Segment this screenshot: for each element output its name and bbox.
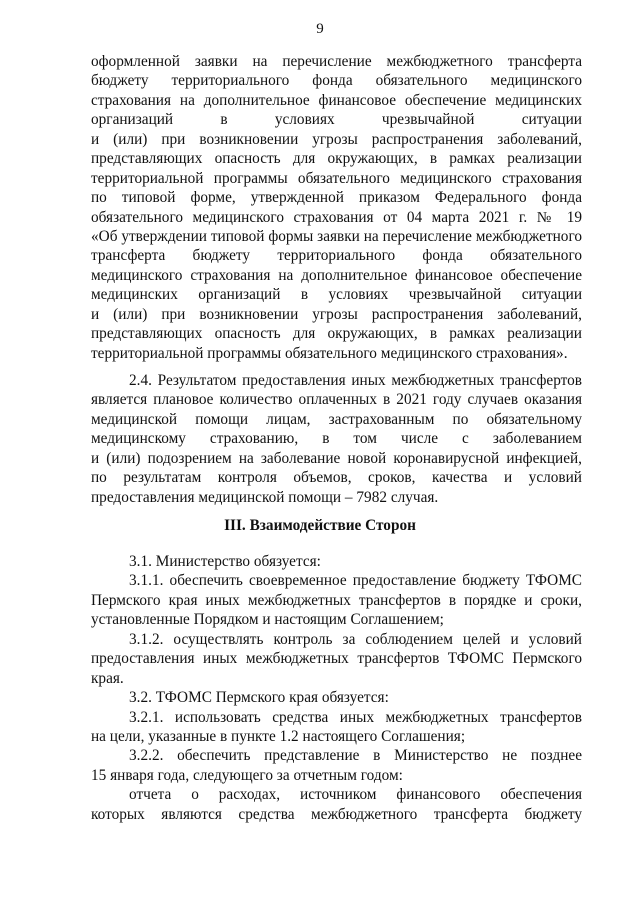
text-line: медицинских организаций в условиях чрезвычайной ситуации — [91, 286, 582, 304]
text-line: которых являются средства межбюджетного трансферта бюджету — [91, 805, 582, 823]
text-line: 3.1. Министерство обязуется: — [129, 553, 321, 570]
paragraph-continuation — [91, 52, 582, 363]
text-line: 3.1.1. обеспечить своевременное предоставление бюджету ТФОМС — [129, 572, 582, 590]
page-number: 9 — [316, 21, 324, 37]
text-line: края. — [91, 669, 124, 687]
text-line: и (или) при возникновении угрозы распространения заболеваний, — [91, 305, 582, 323]
text-line: по типовой форме, утвержденной приказом Федерального фонда — [91, 189, 582, 207]
text-line: и (или) подозрением на заболевание новой коронавирусной инфекцией, — [91, 449, 582, 467]
text-line: оформленной заявки на перечисление межбюджетного трансферта — [91, 53, 582, 70]
text-line: предоставления медицинской помощи – 7982 случая. — [91, 488, 439, 506]
text-line: представляющих опасность для окружающих, в рамках реализации — [91, 150, 582, 168]
paragraph-2-4 — [91, 371, 582, 507]
text-line: «Об утверждении типовой формы заявки на перечисление межбюджетного — [91, 227, 582, 245]
text-line: предоставления иных межбюджетных трансфертов ТФОМС Пермского — [91, 650, 582, 668]
text-line: трансферта бюджету территориального фонда обязательного — [91, 247, 582, 265]
text-line: медицинскому страхованию, в том числе с заболеванием — [91, 430, 582, 448]
text-line: 2.4. Результатом предоставления иных межбюджетных трансфертов — [129, 372, 582, 389]
text-line: на цели, указанные в пункте 1.2 настоящего Соглашения; — [91, 727, 466, 745]
text-line: установленные Порядком и настоящим Соглашением; — [91, 611, 444, 629]
text-line: бюджету территориального фонда обязательного медицинского — [91, 72, 582, 90]
text-line: обязательного медицинского страхования от 04 марта 2021 г. № 19 — [91, 208, 582, 226]
text-line: и (или) при возникновении угрозы распространения заболеваний, — [91, 130, 582, 148]
text-line: по результатам контроля объемов, сроков, качества и условий — [91, 469, 582, 487]
text-line: территориальной программы обязательного медицинского страхования». — [91, 344, 568, 362]
text-line: является плановое количество оплаченных в 2021 году случаев оказания — [91, 391, 582, 409]
text-line: медицинского страхования на дополнительное финансовое обеспечение — [91, 266, 582, 284]
text-line: представляющих опасность для окружающих, в рамках реализации — [91, 325, 582, 343]
section-heading: III. Взаимодействие Сторон — [224, 517, 416, 534]
text-line: 3.2.2. обеспечить представление в Министерство не позднее — [129, 747, 582, 765]
text-line: отчета о расходах, источником финансового обеспечения — [129, 786, 582, 804]
section-3-body — [91, 552, 582, 824]
text-line: страхования на дополнительное финансовое обеспечение медицинских — [91, 91, 582, 109]
text-line: организаций в условиях чрезвычайной ситуации — [91, 111, 582, 129]
text-line: Пермского края иных межбюджетных трансфертов в порядке и сроки, — [91, 591, 582, 609]
text-line: 3.1.2. осуществлять контроль за соблюдением целей и условий — [129, 630, 582, 648]
text-line: медицинской помощи лицам, застрахованным по обязательному — [91, 410, 582, 428]
text-line: 3.2.1. использовать средства иных межбюджетных трансфертов — [129, 708, 582, 726]
text-line: территориальной программы обязательного медицинского страхования — [91, 169, 582, 187]
text-line: 3.2. ТФОМС Пермского края обязуется: — [129, 689, 389, 707]
text-line: 15 января года, следующего за отчетным годом: — [91, 766, 403, 784]
